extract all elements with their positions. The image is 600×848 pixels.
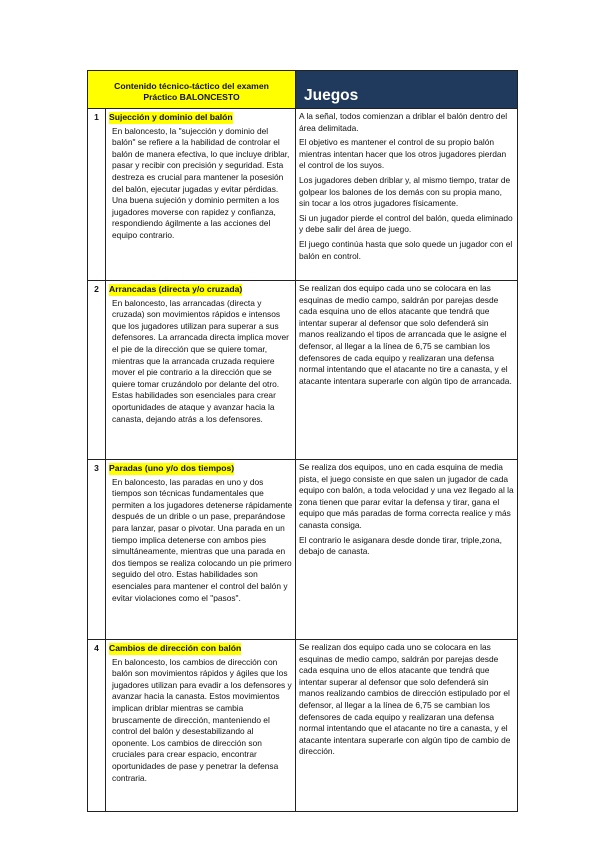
row-body: En baloncesto, las paradas en uno y dos tiempos son técnicas fundamentales que permiten a los jugadores detenerse rápidamente después de un drible o un pase, preparándose para lanzar, pasar o pivotar. Una parada en un tiempo implica detenerse con ambos pies simultáneamente, mientras que una parada en dos tiempos se realiza colocando un pie primero seguido del otro. Estas habilidades son esenciales para mantener el control del balón y evitar violaciones como el "pasos".	[112, 476, 293, 603]
row-body: En baloncesto, las arrancadas (directa y cruzada) son movimientos rápidos e intensos que los jugadores utilizan para superar a sus defensores. La arrancada directa implica mover el pie de la dirección que se quiere tomar, mientras que la arrancada cruzada requiere mover el pie contrario a la dirección que se quiere tomar cruzándolo por delante del otro. Estas habilidades son esenciales para crear oportunidades de ataque y avanzar hacia la canasta, dejando atrás a los defensores.	[112, 297, 289, 424]
game-cell	[296, 281, 518, 460]
content-cell	[106, 640, 296, 812]
row-title: Sujección y dominio del balón	[109, 112, 233, 122]
game-paragraph: El objetivo es mantener el control de su propio balón mientras intentan hacer que los otros jugadores pierdan el control de los suyos.	[299, 137, 507, 171]
game-paragraph: Si un jugador pierde el control del balón, queda eliminado y debe salir del área de juego.	[299, 212, 513, 235]
row-number: 1	[88, 109, 106, 281]
row-body: En baloncesto, los cambios de dirección con balón son movimientos rápidos y ágiles que los jugadores utilizan para evadir a los defensores y avanzar hacia la canasta. Estos movimientos implican driblar mientras se cambia bruscamente de dirección, manteniendo el control del balón y desestabilizando al oponente. Los cambios de dirección son cruciales para crear espacio, encontrar oportunidades de pase y penetrar la defensa contraria.	[112, 656, 292, 783]
game-paragraph: Se realizan dos equipo cada uno se colocara en las esquinas de medio campo, saldrán por parejas desde cada esquina uno de ellos atacante que tendrá que intentar superar al defensor que solo defenderá sin manos realizando cambios de dirección estipulado por el defensor, al llegar a la línea de 6,75 se cambian los defensores de cada equipo y realizaran una defensa normal intentando que el atacante no tire a canasta, y el atacante intentara superarle con algún tipo de cambio de dirección.	[299, 642, 511, 757]
game-cell	[296, 460, 518, 640]
header-left-line1: Contenido técnico-táctico del examen	[114, 81, 269, 91]
content-cell	[106, 460, 296, 640]
table-row	[88, 109, 518, 281]
row-title: Cambios de dirección con balón	[109, 643, 242, 653]
table-row	[88, 281, 518, 460]
content-table	[87, 70, 518, 812]
row-number: 2	[88, 281, 106, 460]
content-cell	[106, 109, 296, 281]
header-row	[88, 71, 518, 109]
header-right-cell: Juegos	[296, 71, 518, 109]
game-paragraph: Se realizan dos equipo cada uno se colocara en las esquinas de medio campo, saldrán por parejas desde cada esquina uno de ellos atacante que tendrá que intentar superar al defensor que solo defenderá sin manos realizando el tipos de arrancada que le asigne el defensor, al llegar a la línea de 6,75 se cambian los defensores de cada equipo y realizaran una defensa normal intentando que el atacante no tire a canasta, y el atacante intentara superarle con algún tipo de arrancada.	[299, 283, 512, 386]
row-body: En baloncesto, la "sujección y dominio del balón" se refiere a la habilidad de controlar el balón de manera efectiva, lo que incluye driblar, pasar y recibir con precisión y seguridad. Esta destreza es crucial para mantener la posesión del balón, ejecutar jugadas y evitar pérdidas. Una buena sujeción y dominio permiten a los jugadores moverse con rapidez y confianza, respondiendo ágilmente a las acciones del equipo contrario.	[112, 125, 290, 240]
game-cell	[296, 109, 518, 281]
row-number: 4	[88, 640, 106, 812]
content-cell	[106, 281, 296, 460]
table-row	[88, 460, 518, 640]
game-paragraph: El contrario le asiganara desde donde tirar, triple,zona, debajo de canasta.	[299, 534, 502, 557]
game-cell	[296, 640, 518, 812]
table-row	[88, 640, 518, 812]
game-paragraph: A la señal, todos comienzan a driblar el balón dentro del área delimitada.	[299, 111, 508, 133]
game-paragraph: Se realiza dos equipos, uno en cada esquina de media pista, el juego consiste en que salen un jugador de cada equipo con balón, a toda velocidad y una vez llegado al la zona tienen que parar evitar la defensa y tirar, gana el equipo que más paradas de forma correcta realice y más canasta consiga.	[299, 462, 514, 530]
header-left-cell	[88, 71, 296, 109]
game-paragraph: El juego continúa hasta que solo quede un jugador con el balón en control.	[299, 238, 513, 261]
row-number: 3	[88, 460, 106, 640]
row-title: Arrancadas (directa y/o cruzada)	[109, 284, 243, 294]
header-left-line2: Práctico BALONCESTO	[143, 92, 240, 102]
row-title: Paradas (uno y/o dos tiempos)	[109, 463, 235, 473]
game-paragraph: Los jugadores deben driblar y, al mismo tiempo, tratar de golpear los balones de los demás con su propia mano, sin tocar a los otros jugadores físicamente.	[299, 174, 511, 209]
